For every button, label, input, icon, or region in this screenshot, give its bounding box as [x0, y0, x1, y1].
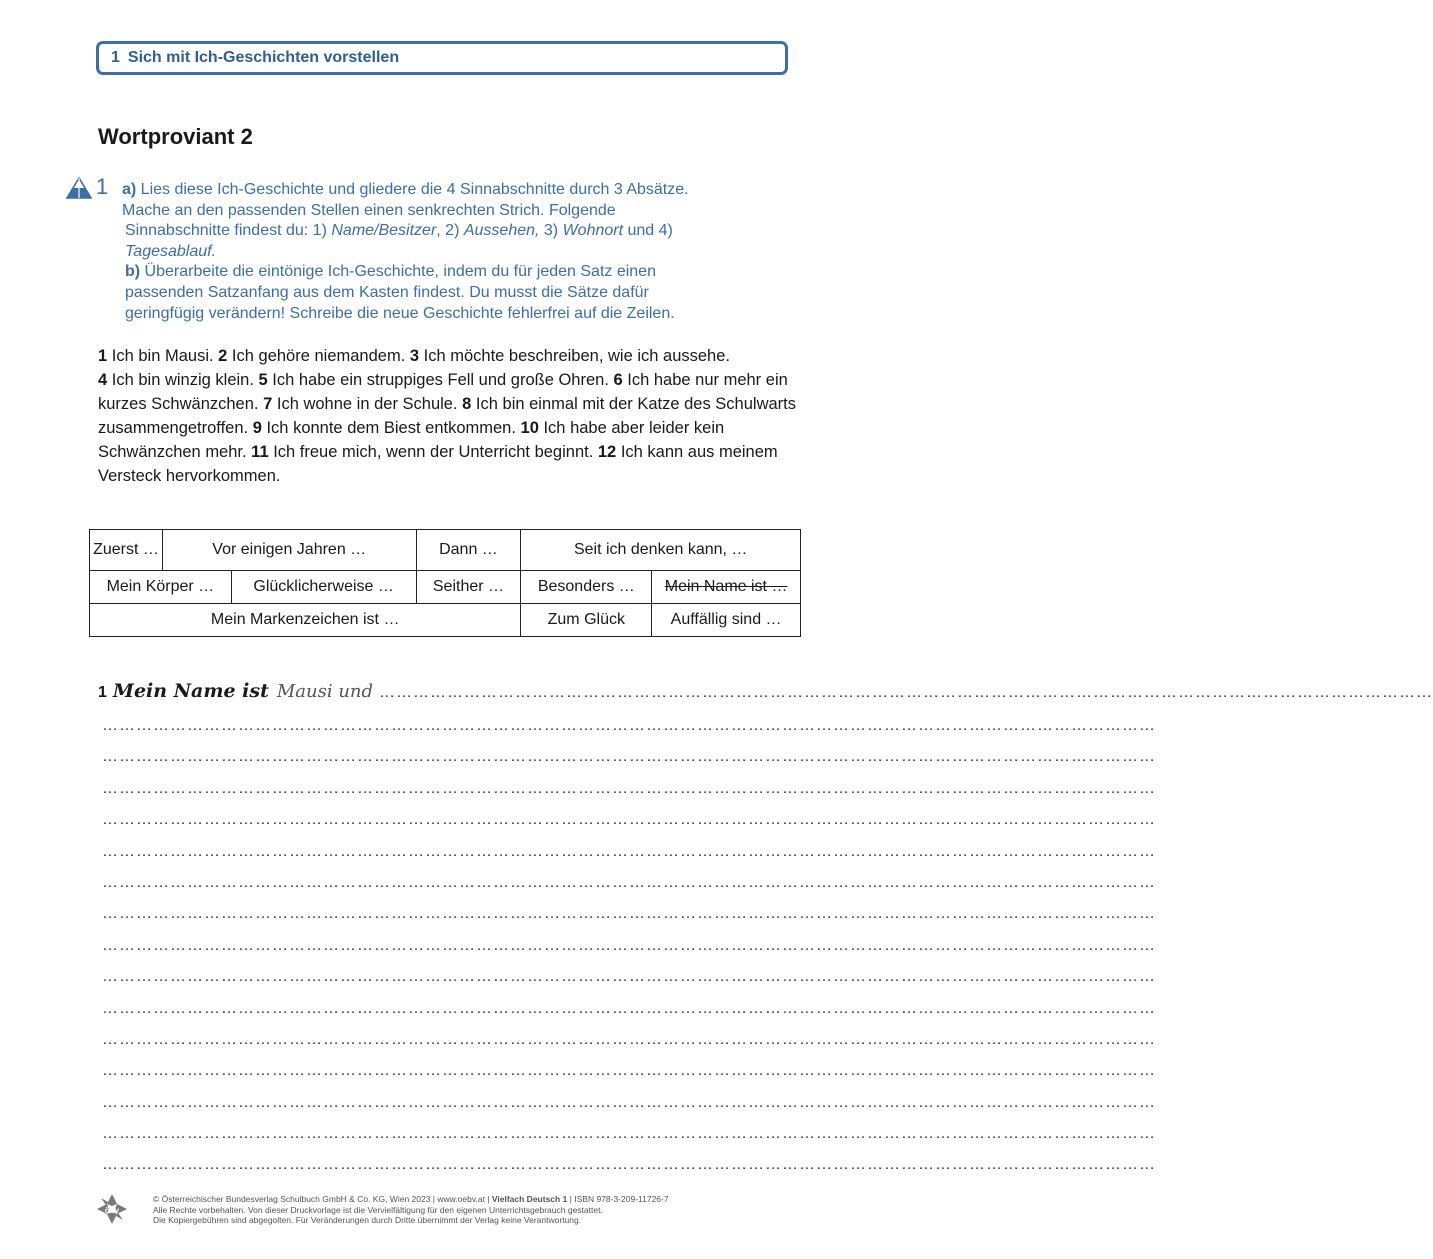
sentence-number: 4: [98, 371, 108, 389]
dotted-writing-line[interactable]: ……………………………………………………………………………………………………………………………………………………………………: [102, 1030, 1156, 1048]
sentence-number: 11: [251, 443, 269, 461]
sentence: Ich habe nur mehr ein kurzes Schwänzchen.: [98, 371, 788, 413]
sentence: Ich kann aus meinem Versteck hervorkommen.: [98, 443, 778, 485]
section-title: Sich mit Ich-Geschichten vorstellen: [127, 49, 400, 66]
sentence-number: 10: [520, 419, 539, 437]
task-a-label: a): [122, 181, 137, 198]
dotted-writing-line[interactable]: ……………………………………………………………………………………………………………………………………………………………………: [102, 1093, 1156, 1111]
page-title: Wortproviant 2: [98, 124, 253, 149]
dotted-writing-line[interactable]: ……………………………………………………………………………………………………………………………………………………………………: [102, 936, 1156, 954]
task-b-text: passenden Satzanfang aus dem Kasten findest. Du musst die Sätze dafür: [125, 283, 649, 301]
sentence-number: 2: [218, 347, 228, 365]
sentence-number: 7: [263, 395, 273, 413]
sentence: Ich bin einmal mit der Katze des Schulwarts zusammengetroffen.: [98, 395, 796, 437]
task-a-item: Aussehen,: [463, 222, 540, 240]
footer-text: | ISBN 978-3-209-11726-7: [567, 1194, 669, 1204]
word-cell: Seither …: [416, 571, 521, 604]
sentence-starters-table: [89, 529, 801, 637]
handwritten-answer: Mausi und: [276, 681, 374, 702]
handwritten-start: Mein Name ist: [112, 680, 269, 702]
word-cell-crossed: Mein Name ist …: [652, 571, 801, 604]
dotted-writing-line[interactable]: ……………………………………………………………………………………………………………………………………………………………………: [102, 779, 1156, 797]
sentence: Ich konnte dem Biest entkommen.: [261, 419, 521, 437]
dotted-writing-line[interactable]: ……………………………………………………………………………………………………………………………………………………………………: [102, 842, 1156, 860]
word-cell: Zuerst …: [90, 530, 163, 571]
footer-book-title: Vielfach Deutsch 1: [491, 1194, 568, 1204]
dotted-line: ……………………………………………………………………………………………………………………………………………………………………: [379, 684, 1433, 701]
svg-text:öbv: öbv: [104, 1206, 120, 1215]
word-cell: Vor einigen Jahren …: [162, 530, 416, 571]
task-a-text: Mache an den passenden Stellen einen senkrechten Strich. Folgende: [122, 201, 616, 219]
task-b-text: Überarbeite die eintönige Ich-Geschichte, indem du für jeden Satz einen: [140, 263, 656, 281]
sentence: Ich möchte beschreiben, wie ich aussehe.: [419, 347, 730, 365]
word-cell: Besonders …: [521, 571, 652, 604]
dotted-writing-line[interactable]: ……………………………………………………………………………………………………………………………………………………………………: [102, 748, 1156, 766]
dotted-writing-line[interactable]: ……………………………………………………………………………………………………………………………………………………………………: [102, 873, 1156, 891]
section-number: 1: [111, 49, 120, 66]
sentence-number: 5: [258, 371, 268, 389]
task-number: 1: [96, 174, 109, 199]
sentence: Ich freue mich, wenn der Unterricht beginnt.: [268, 443, 598, 461]
sentence: Ich habe aber leider kein Schwänzchen mehr.: [98, 419, 725, 461]
task-a-text: und 4): [623, 222, 673, 240]
footer-text: © Österreichischer Bundesverlag Schulbuch GmbH & Co. KG, Wien 2023 | www.oebv.at |: [153, 1194, 492, 1204]
word-cell: Seit ich denken kann, …: [521, 530, 801, 571]
sentence: Ich bin Mausi.: [107, 347, 219, 365]
word-cell: Auffällig sind …: [652, 604, 801, 637]
sentence: Ich habe ein struppiges Fell und große Ohren.: [267, 371, 614, 389]
dotted-writing-line[interactable]: ……………………………………………………………………………………………………………………………………………………………………: [102, 1156, 1156, 1174]
writing-line-first[interactable]: [98, 680, 1433, 710]
task-a-item: Tagesablauf.: [125, 242, 217, 260]
footer-copyright: [153, 1194, 669, 1226]
footer-text: Alle Rechte vorbehalten. Von dieser Druckvorlage ist die Vervielfältigung für den eigenen Unterrichtsgebrauch gestattet.: [153, 1204, 603, 1215]
sentence-number: 12: [597, 443, 617, 461]
sentence-number: 9: [252, 419, 262, 437]
oebv-logo-icon: [95, 1192, 129, 1226]
footer-text: Die Kopiergebühren sind abgegolten. Für Veränderungen durch Dritte übernimmt der Verlag keine Verantwortung.: [153, 1215, 582, 1226]
task-a-text: 3): [539, 222, 563, 240]
story-text: [98, 344, 798, 488]
dotted-writing-line[interactable]: ……………………………………………………………………………………………………………………………………………………………………: [102, 811, 1156, 829]
task-b-text: geringfügig verändern! Schreibe die neue Geschichte fehlerfrei auf die Zeilen.: [125, 304, 675, 322]
dotted-writing-line[interactable]: ……………………………………………………………………………………………………………………………………………………………………: [102, 905, 1156, 923]
sentence-number: 3: [409, 347, 420, 365]
word-cell: Glücklicherweise …: [231, 571, 416, 604]
sentence: Ich wohne in der Schule.: [272, 395, 463, 413]
task-a-text: , 2): [436, 222, 464, 240]
line-number: 1: [98, 684, 107, 701]
word-cell: Mein Körper …: [90, 571, 232, 604]
sentence-number: 1: [98, 347, 108, 365]
task-a-text: Lies diese Ich-Geschichte und gliedere die 4 Sinnabschnitte durch 3 Absätze.: [136, 181, 689, 198]
task-b-label: b): [125, 263, 141, 281]
dotted-writing-line[interactable]: ……………………………………………………………………………………………………………………………………………………………………: [102, 1062, 1156, 1080]
task-a-item: Wohnort: [562, 222, 624, 240]
writing-lines: [98, 680, 1433, 1181]
difficulty-pyramid-icon: [66, 177, 92, 199]
word-cell: Mein Markenzeichen ist …: [90, 604, 521, 637]
dotted-writing-line[interactable]: ……………………………………………………………………………………………………………………………………………………………………: [102, 968, 1156, 986]
task-a-text: Sinnabschnitte findest du: 1): [125, 222, 332, 240]
dotted-writing-line[interactable]: ……………………………………………………………………………………………………………………………………………………………………: [102, 999, 1156, 1017]
sentence-number: 6: [613, 371, 623, 389]
sentence: Ich bin winzig klein.: [107, 371, 259, 389]
task-a-item: Name/Besitzer: [331, 222, 437, 240]
task-instructions: [122, 180, 782, 324]
dotted-writing-line[interactable]: ……………………………………………………………………………………………………………………………………………………………………: [102, 717, 1156, 734]
sentence: Ich gehöre niemandem.: [227, 347, 410, 365]
section-header: [96, 41, 788, 75]
word-cell: Dann …: [416, 530, 521, 571]
dotted-writing-line[interactable]: ……………………………………………………………………………………………………………………………………………………………………: [102, 1125, 1156, 1143]
sentence-number: 8: [462, 395, 472, 413]
word-cell: Zum Glück: [521, 604, 652, 637]
